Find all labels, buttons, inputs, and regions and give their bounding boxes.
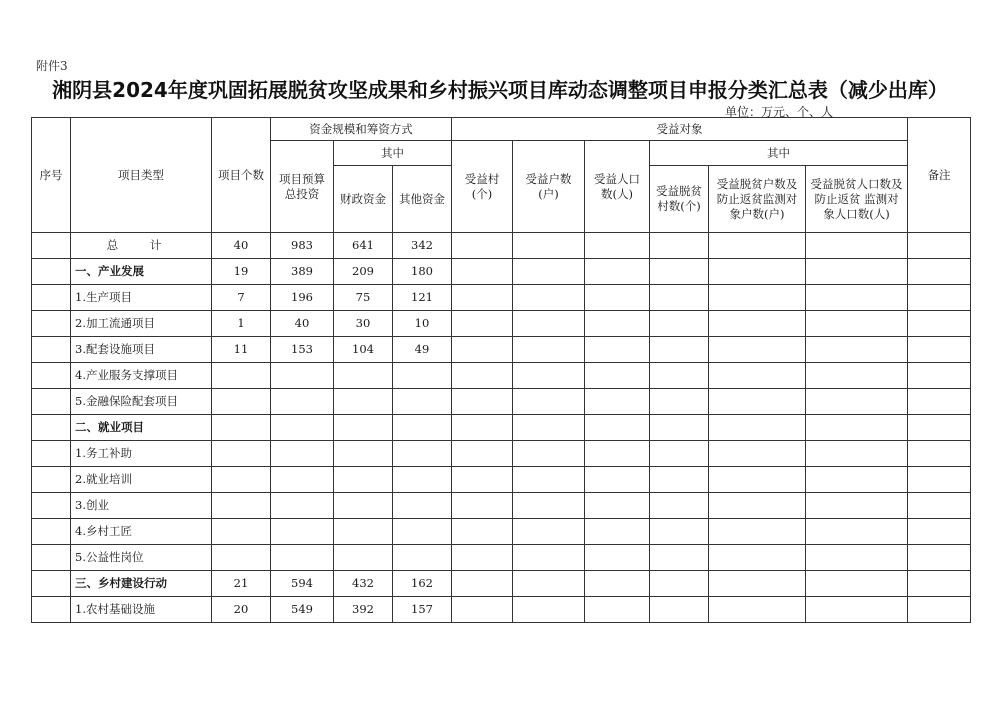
cell-households (513, 441, 585, 467)
cell-poor-households (709, 363, 806, 389)
cell-poor-households (709, 337, 806, 363)
cell-remark (908, 493, 971, 519)
cell-poor-population (806, 259, 908, 285)
cell-remark (908, 259, 971, 285)
cell-type: 3.创业 (71, 493, 212, 519)
col-header-poor-villages: 受益脱贫村数(个) (650, 166, 709, 233)
cell-other: 10 (393, 311, 452, 337)
cell-type: 三、乡村建设行动 (71, 571, 212, 597)
cell-budget: 983 (271, 233, 334, 259)
cell-remark (908, 597, 971, 623)
cell-population (585, 389, 650, 415)
cell-count (212, 389, 271, 415)
cell-poor-villages (650, 285, 709, 311)
cell-remark (908, 363, 971, 389)
cell-population (585, 493, 650, 519)
cell-budget: 389 (271, 259, 334, 285)
cell-villages (452, 415, 513, 441)
cell-poor-households (709, 285, 806, 311)
cell-budget (271, 389, 334, 415)
col-header-poor-households: 受益脱贫户数及防止返贫监测对象户数(户) (709, 166, 806, 233)
table-row (32, 545, 971, 571)
cell-count (212, 493, 271, 519)
cell-poor-villages (650, 233, 709, 259)
cell-other (393, 467, 452, 493)
cell-population (585, 545, 650, 571)
cell-remark (908, 389, 971, 415)
cell-budget (271, 415, 334, 441)
cell-other: 157 (393, 597, 452, 623)
table-row (32, 519, 971, 545)
cell-households (513, 233, 585, 259)
cell-poor-villages (650, 441, 709, 467)
cell-population (585, 285, 650, 311)
cell-poor-households (709, 545, 806, 571)
cell-poor-villages (650, 519, 709, 545)
cell-remark (908, 233, 971, 259)
cell-population (585, 441, 650, 467)
cell-poor-households (709, 493, 806, 519)
cell-poor-population (806, 597, 908, 623)
cell-other: 180 (393, 259, 452, 285)
cell-type: 5.公益性岗位 (71, 545, 212, 571)
cell-poor-households (709, 415, 806, 441)
cell-poor-population (806, 467, 908, 493)
cell-households (513, 363, 585, 389)
table-body (32, 118, 971, 623)
cell-other (393, 545, 452, 571)
cell-type: 二、就业项目 (71, 415, 212, 441)
cell-poor-villages (650, 571, 709, 597)
cell-other: 49 (393, 337, 452, 363)
cell-budget: 40 (271, 311, 334, 337)
cell-fiscal: 432 (334, 571, 393, 597)
cell-poor-population (806, 571, 908, 597)
cell-population (585, 415, 650, 441)
cell-population (585, 467, 650, 493)
cell-remark (908, 441, 971, 467)
cell-count (212, 415, 271, 441)
table-row (32, 389, 971, 415)
col-header-seq: 序号 (32, 118, 71, 233)
cell-seq (32, 597, 71, 623)
col-header-funding-group: 资金规模和筹资方式 (271, 118, 452, 141)
table-row (32, 467, 971, 493)
cell-count (212, 363, 271, 389)
cell-other (393, 389, 452, 415)
cell-other (393, 415, 452, 441)
cell-other (393, 493, 452, 519)
cell-other: 342 (393, 233, 452, 259)
cell-budget: 153 (271, 337, 334, 363)
cell-poor-villages (650, 415, 709, 441)
header-row-1 (32, 118, 971, 141)
cell-other (393, 363, 452, 389)
cell-count: 40 (212, 233, 271, 259)
cell-fiscal: 209 (334, 259, 393, 285)
cell-seq (32, 467, 71, 493)
cell-poor-population (806, 415, 908, 441)
cell-poor-villages (650, 259, 709, 285)
table-row (32, 259, 971, 285)
col-header-fiscal: 财政资金 (334, 166, 393, 233)
cell-population (585, 597, 650, 623)
cell-count: 19 (212, 259, 271, 285)
cell-seq (32, 415, 71, 441)
col-header-population: 受益人口数(人) (585, 141, 650, 233)
cell-fiscal (334, 493, 393, 519)
cell-seq (32, 441, 71, 467)
cell-budget: 196 (271, 285, 334, 311)
cell-fiscal: 392 (334, 597, 393, 623)
table-row (32, 233, 971, 259)
cell-count: 21 (212, 571, 271, 597)
col-header-households: 受益户数(户) (513, 141, 585, 233)
cell-villages (452, 233, 513, 259)
unit-label: 单位：万元、个、人 (725, 105, 834, 119)
cell-villages (452, 545, 513, 571)
cell-seq (32, 337, 71, 363)
cell-count: 20 (212, 597, 271, 623)
cell-villages (452, 285, 513, 311)
cell-households (513, 311, 585, 337)
col-header-remark: 备注 (908, 118, 971, 233)
cell-type: 2.加工流通项目 (71, 311, 212, 337)
cell-remark (908, 545, 971, 571)
cell-count (212, 441, 271, 467)
col-header-type: 项目类型 (71, 118, 212, 233)
cell-poor-villages (650, 545, 709, 571)
attachment-label: 附件3 (36, 59, 68, 73)
cell-households (513, 337, 585, 363)
cell-poor-population (806, 337, 908, 363)
cell-remark (908, 337, 971, 363)
cell-population (585, 571, 650, 597)
cell-poor-households (709, 519, 806, 545)
cell-remark (908, 519, 971, 545)
cell-count (212, 519, 271, 545)
cell-poor-households (709, 441, 806, 467)
cell-type: 2.就业培训 (71, 467, 212, 493)
cell-poor-population (806, 363, 908, 389)
cell-seq (32, 545, 71, 571)
cell-fiscal (334, 441, 393, 467)
cell-count (212, 467, 271, 493)
cell-count: 1 (212, 311, 271, 337)
cell-remark (908, 467, 971, 493)
table-row (32, 441, 971, 467)
cell-villages (452, 597, 513, 623)
cell-budget (271, 363, 334, 389)
cell-villages (452, 571, 513, 597)
cell-fiscal: 104 (334, 337, 393, 363)
cell-poor-households (709, 233, 806, 259)
cell-budget (271, 493, 334, 519)
cell-population (585, 519, 650, 545)
cell-remark (908, 311, 971, 337)
table-row (32, 311, 971, 337)
cell-households (513, 285, 585, 311)
cell-population (585, 363, 650, 389)
cell-households (513, 493, 585, 519)
cell-villages (452, 389, 513, 415)
page-title: 湘阴县2024年度巩固拓展脱贫攻坚成果和乡村振兴项目库动态调整项目申报分类汇总表（减少出库） (52, 78, 948, 102)
cell-population (585, 233, 650, 259)
cell-type: 1.农村基础设施 (71, 597, 212, 623)
cell-poor-population (806, 493, 908, 519)
cell-seq (32, 493, 71, 519)
cell-poor-households (709, 259, 806, 285)
cell-type: 总 计 (71, 233, 212, 259)
col-header-budget: 项目预算总投资 (271, 141, 334, 233)
cell-population (585, 337, 650, 363)
cell-fiscal: 30 (334, 311, 393, 337)
cell-seq (32, 519, 71, 545)
cell-villages (452, 259, 513, 285)
cell-households (513, 415, 585, 441)
cell-fiscal (334, 415, 393, 441)
cell-households (513, 467, 585, 493)
cell-poor-population (806, 285, 908, 311)
cell-households (513, 545, 585, 571)
cell-poor-households (709, 467, 806, 493)
cell-population (585, 259, 650, 285)
cell-households (513, 571, 585, 597)
cell-remark (908, 571, 971, 597)
cell-type: 1.生产项目 (71, 285, 212, 311)
cell-villages (452, 337, 513, 363)
cell-poor-households (709, 311, 806, 337)
col-header-of-which-2: 其中 (650, 141, 908, 166)
cell-poor-population (806, 389, 908, 415)
col-header-other: 其他资金 (393, 166, 452, 233)
cell-budget (271, 467, 334, 493)
cell-type: 4.产业服务支撑项目 (71, 363, 212, 389)
cell-other: 162 (393, 571, 452, 597)
col-header-beneficiary-group: 受益对象 (452, 118, 908, 141)
cell-poor-villages (650, 597, 709, 623)
cell-fiscal (334, 545, 393, 571)
cell-other (393, 519, 452, 545)
cell-fiscal: 641 (334, 233, 393, 259)
cell-fiscal (334, 467, 393, 493)
cell-seq (32, 285, 71, 311)
cell-poor-villages (650, 311, 709, 337)
table-row (32, 337, 971, 363)
table-row (32, 597, 971, 623)
cell-households (513, 389, 585, 415)
cell-type: 4.乡村工匠 (71, 519, 212, 545)
table-row (32, 415, 971, 441)
cell-seq (32, 233, 71, 259)
cell-fiscal: 75 (334, 285, 393, 311)
col-header-poor-population: 受益脱贫人口数及防止返贫 监测对象人口数(人) (806, 166, 908, 233)
cell-households (513, 519, 585, 545)
cell-poor-households (709, 597, 806, 623)
col-header-villages: 受益村(个) (452, 141, 513, 233)
cell-villages (452, 519, 513, 545)
cell-poor-villages (650, 389, 709, 415)
cell-fiscal (334, 389, 393, 415)
cell-type: 5.金融保险配套项目 (71, 389, 212, 415)
cell-villages (452, 441, 513, 467)
cell-households (513, 259, 585, 285)
table-row (32, 363, 971, 389)
cell-count: 7 (212, 285, 271, 311)
table-row (32, 571, 971, 597)
cell-villages (452, 311, 513, 337)
cell-count: 11 (212, 337, 271, 363)
cell-poor-population (806, 545, 908, 571)
cell-population (585, 311, 650, 337)
cell-type: 一、产业发展 (71, 259, 212, 285)
cell-budget: 549 (271, 597, 334, 623)
cell-other: 121 (393, 285, 452, 311)
cell-remark (908, 285, 971, 311)
cell-poor-villages (650, 363, 709, 389)
cell-poor-households (709, 571, 806, 597)
cell-households (513, 597, 585, 623)
cell-poor-population (806, 519, 908, 545)
cell-fiscal (334, 363, 393, 389)
cell-villages (452, 493, 513, 519)
cell-budget (271, 545, 334, 571)
col-header-of-which: 其中 (334, 141, 452, 166)
cell-remark (908, 415, 971, 441)
cell-count (212, 545, 271, 571)
cell-type: 1.务工补助 (71, 441, 212, 467)
cell-poor-villages (650, 337, 709, 363)
cell-seq (32, 363, 71, 389)
table-row (32, 493, 971, 519)
cell-budget (271, 519, 334, 545)
cell-budget: 594 (271, 571, 334, 597)
cell-seq (32, 571, 71, 597)
cell-poor-villages (650, 493, 709, 519)
cell-villages (452, 467, 513, 493)
cell-other (393, 441, 452, 467)
cell-budget (271, 441, 334, 467)
cell-villages (452, 363, 513, 389)
cell-poor-villages (650, 467, 709, 493)
summary-table (31, 117, 971, 623)
cell-seq (32, 389, 71, 415)
cell-seq (32, 311, 71, 337)
cell-poor-population (806, 311, 908, 337)
table-row (32, 285, 971, 311)
cell-poor-population (806, 441, 908, 467)
cell-poor-households (709, 389, 806, 415)
cell-fiscal (334, 519, 393, 545)
cell-seq (32, 259, 71, 285)
col-header-count: 项目个数 (212, 118, 271, 233)
cell-poor-population (806, 233, 908, 259)
cell-type: 3.配套设施项目 (71, 337, 212, 363)
